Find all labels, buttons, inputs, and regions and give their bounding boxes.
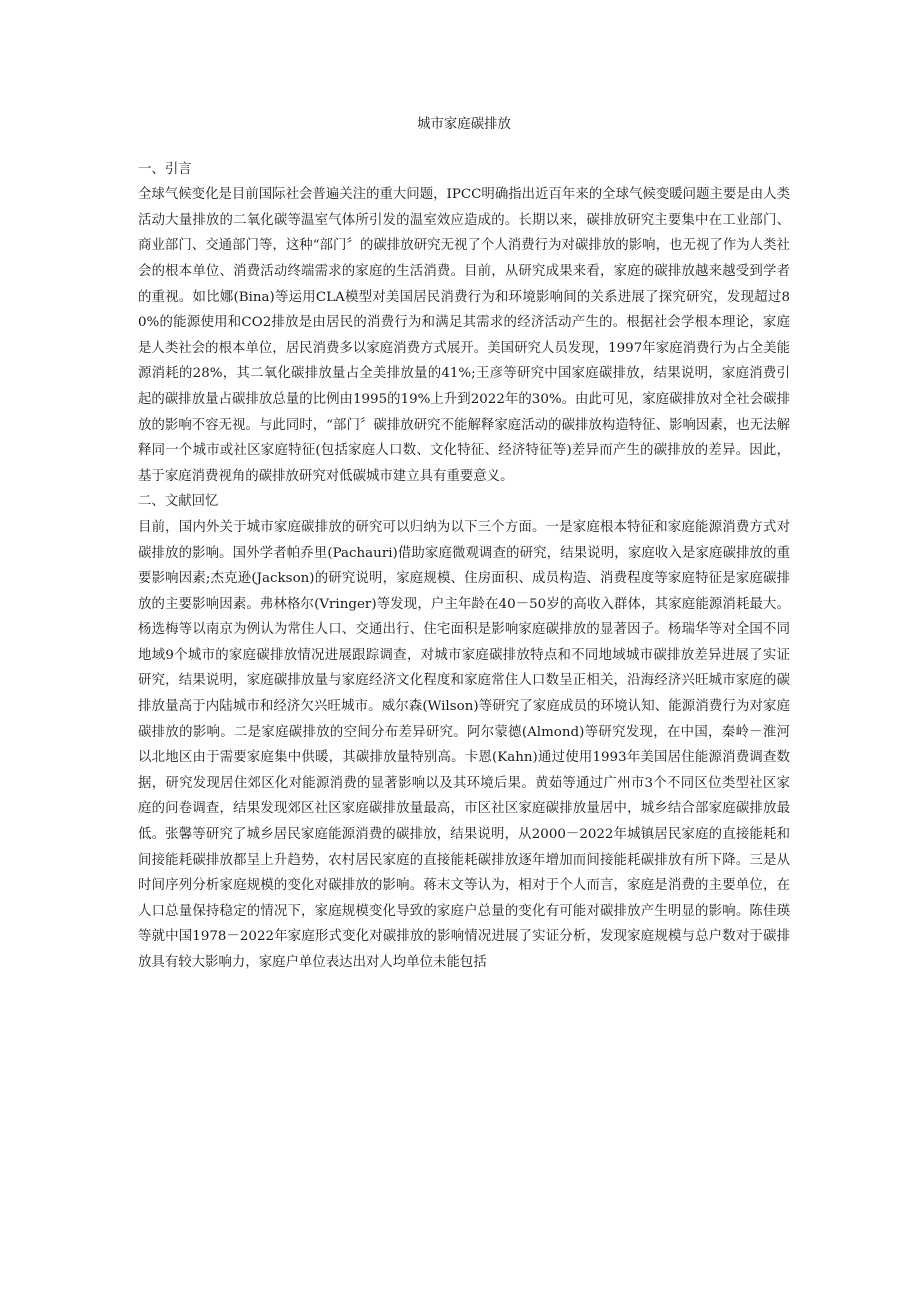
- document-title: 城市家庭碳排放: [417, 117, 511, 132]
- section-body-literature-review: 目前，国内外关于城市家庭碳排放的研究可以归纳为以下三个方面。一是家庭根本特征和家庭能源消费方式对碳排放的影响。国外学者帕乔里(Pachauri)借助家庭微观调查的研究，结果说明，家庭收入是家庭碳排放的重要影响因素;杰克逊(Jackson)的研究说明，家庭规模、住房面积、成员构造、消费程度等家庭特征是家庭碳排放的主要影响因素。弗林格尔(Vringer)等发现，户主年龄在40－50岁的高收入群体，其家庭能源消耗最大。杨选梅等以南京为例认为常住人口、交通出行、住宅面积是影响家庭碳排放的显著因子。杨瑞华等对全国不同地域9个城市的家庭碳排放情况进展跟踪调查，对城市家庭碳排放特点和不同地域城市碳排放差异进展了实证研究，结果说明，家庭碳排放量与家庭经济文化程度和家庭常住人口数呈正相关，沿海经济兴旺城市家庭的碳排放量高于内陆城市和经济欠兴旺城市。威尔森(Wilson)等研究了家庭成员的环境认知、能源消费行为对家庭碳排放的影响。二是家庭碳排放的空间分布差异研究。阿尔蒙德(Almond)等研究发现，在中国，秦岭－淮河以北地区由于需要家庭集中供暖，其碳排放量特别高。卡恩(Kahn)通过使用1993年美国居住能源消费调查数据，研究发现居住郊区化对能源消费的显著影响以及其环境后果。黄茹等通过广州市3个不同区位类型社区家庭的问卷调查，结果发现郊区社区家庭碳排放量最高，市区社区家庭碳排放量居中，城乡结合部家庭碳排放最低。张馨等研究了城乡居民家庭能源消费的碳排放，结果说明，从2000－2022年城镇居民家庭的直接能耗和间接能耗碳排放都呈上升趋势，农村居民家庭的直接能耗碳排放逐年增加而间接能耗碳排放有所下降。三是从时间序列分析家庭规模的变化对碳排放的影响。蒋末文等认为，相对于个人而言，家庭是消费的主要单位，在人口总量保持稳定的情况下，家庭规模变化导致的家庭户总量的变化有可能对碳排放产生明显的影响。陈佳瑛等就中国1978－2022年家庭形式变化对碳排放的影响情况进展了实证分析，发现家庭规模与总户数对于碳排放具有较大影响力，家庭户单位表达出对人均单位未能包括: [138, 519, 790, 970]
- document-page: [138, 112, 790, 976]
- section-body-introduction: 全球气候变化是目前国际社会普遍关注的重大问题，IPCC明确指出近百年来的全球气候变暖问题主要是由人类活动大量排放的二氧化碳等温室气体所引发的温室效应造成的。长期以来，碳排放研究主要集中在工业部门、商业部门、交通部门等，这种“部门〞的碳排放研究无视了个人消费行为对碳排放的影响，也无视了作为人类社会的根本单位、消费活动终端需求的家庭的生活消费。目前，从研究成果来看，家庭的碳排放越来越受到学者的重视。如比娜(Bina)等运用CLA模型对美国居民消费行为和环境影响间的关系进展了探究研究，发现超过80%的能源使用和CO2排放是由居民的消费行为和满足其需求的经济活动产生的。根据社会学根本理论，家庭是人类社会的根本单位，居民消费多以家庭消费方式展开。美国研究人员发现，1997年家庭消费行为占全美能源消耗的28%，其二氧化碳排放量占全美排放量的41%;王彦等研究中国家庭碳排放，结果说明，家庭消费引起的碳排放量占碳排放总量的比例由1995的19%上升到2022年的30%。由此可见，家庭碳排放对全社会碳排放的影响不容无视。与此同时，“部门〞碳排放研究不能解释家庭活动的碳排放构造特征、影响因素，也无法解释同一个城市或社区家庭特征(包括家庭人口数、文化特征、经济特征等)差异而产生的碳排放的差异。因此，基于家庭消费视角的碳排放研究对低碳城市建立具有重要意义。: [138, 187, 790, 484]
- section-heading-literature-review: 二、文献回忆: [138, 494, 219, 510]
- section-heading-introduction: 一、引言: [138, 161, 192, 177]
